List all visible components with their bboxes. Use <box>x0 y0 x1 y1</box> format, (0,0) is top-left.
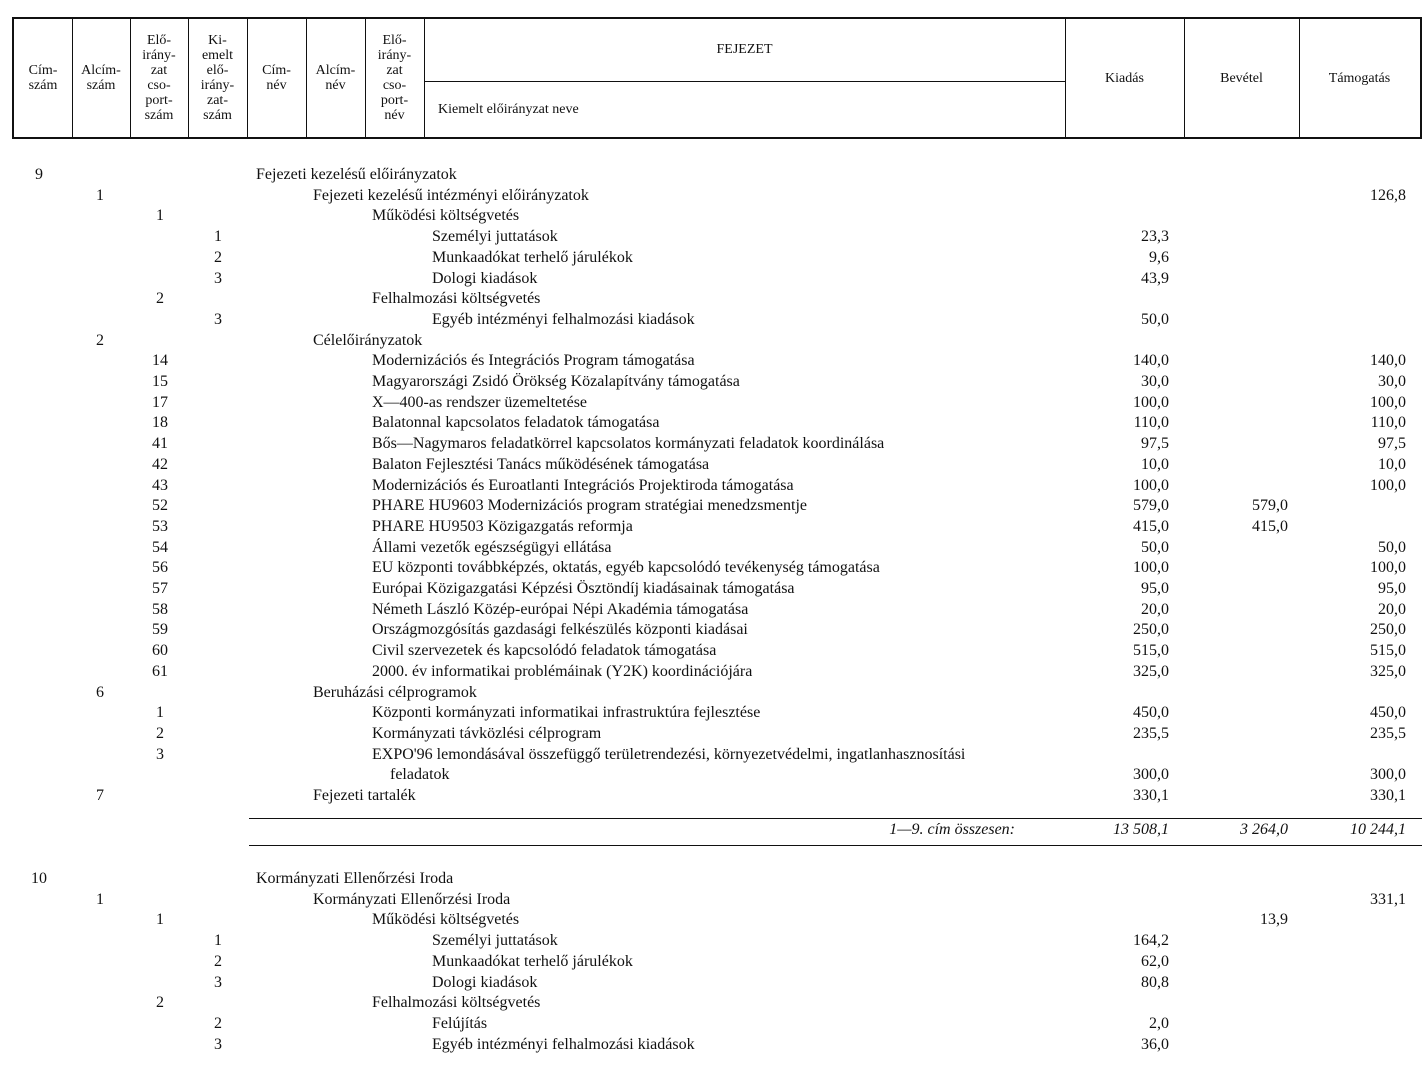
alcim-szam: 1 <box>96 186 104 204</box>
eloiranyzat-csoport-szam: 42 <box>152 455 168 473</box>
row-name: Munkaadókat terhelő járulékok <box>432 248 633 266</box>
table-row <box>0 723 1428 744</box>
row-name: Bős—Nagymaros feladatkörrel kapcsolatos kormányzati feladatok koordinálása <box>372 435 885 453</box>
row-name: Németh László Közép-európai Népi Akadémia támogatása <box>372 600 749 618</box>
eloiranyzat-csoport-szam: 2 <box>156 290 164 308</box>
kiadas-value: 164,2 <box>1133 932 1169 950</box>
row-name: Kormányzati távközlési célprogram <box>372 724 602 742</box>
row-name: Személyi juttatások <box>432 228 558 246</box>
table-row <box>0 682 1428 703</box>
header-line: Elő- <box>146 33 172 48</box>
table-header <box>12 17 1422 139</box>
cim-szam: 9 <box>35 166 43 183</box>
header-cimszam-line: szám <box>28 78 58 93</box>
header-line: cso- <box>147 78 171 93</box>
header-line: név <box>325 78 346 93</box>
header-line: emelt <box>201 48 234 63</box>
kiadas-value: 95,0 <box>1141 580 1169 597</box>
header-line: irány- <box>377 48 412 63</box>
tamogatas-value: 126,8 <box>1370 186 1406 204</box>
row-name: Személyi juttatások <box>432 932 558 950</box>
kiadas-value: 110,0 <box>1133 414 1169 432</box>
table-row <box>0 640 1428 661</box>
eloiranyzat-csoport-szam: 2 <box>156 994 164 1012</box>
table-row <box>0 744 1428 765</box>
kiadas-value: 97,5 <box>1141 435 1169 453</box>
header-cimnev <box>247 19 307 137</box>
bevetel-value: 13,9 <box>1260 911 1288 929</box>
row-name: Egyéb intézményi felhalmozási kiadások <box>432 1035 695 1053</box>
tamogatas-value: 100,0 <box>1370 393 1406 411</box>
kiadas-value: 100,0 <box>1133 393 1169 411</box>
table-row <box>0 205 1428 226</box>
header-line: port- <box>380 93 409 108</box>
eloiranyzat-csoport-szam: 18 <box>152 414 168 432</box>
row-name: Beruházási célprogramok <box>313 683 477 701</box>
tamogatas-value: 300,0 <box>1370 766 1406 784</box>
alcim-szam: 1 <box>96 890 104 908</box>
tamogatas-value: 100,0 <box>1370 559 1406 577</box>
kiemelt-eloiranyzat-szam: 2 <box>214 248 222 266</box>
kiadas-value: 450,0 <box>1133 704 1169 722</box>
row-name: Modernizációs és Integrációs Program támogatása <box>372 352 695 370</box>
kiadas-value: 30,0 <box>1141 373 1169 390</box>
header-line: port- <box>145 93 173 108</box>
row-name: Fejezeti kezelésű előirányzatok <box>256 166 457 183</box>
header-alcimszam <box>72 19 131 137</box>
header-alcimszam-line: Alcím- <box>81 63 121 78</box>
row-name: Fejezeti tartalék <box>313 787 416 804</box>
row-name: EU központi továbbképzés, oktatás, egyéb kapcsolódó tevékenység támogatása <box>372 559 880 577</box>
table-row <box>0 785 1428 806</box>
row-name: Kormányzati Ellenőrzési Iroda <box>256 870 454 887</box>
eloiranyzat-csoport-szam: 58 <box>152 600 168 618</box>
header-tamogatas <box>1299 19 1420 137</box>
tamogatas-value: 330,1 <box>1370 787 1406 804</box>
table-row <box>0 764 1428 785</box>
kiemelt-eloiranyzat-szam: 3 <box>214 1035 222 1053</box>
row-name: Balaton Fejlesztési Tanács működésének támogatása <box>372 455 710 473</box>
header-eloiranyzat-csoportszam <box>130 19 189 137</box>
kiadas-value: 325,0 <box>1133 662 1169 680</box>
kiadas-value: 100,0 <box>1133 559 1169 577</box>
header-line: szám <box>144 108 174 123</box>
eloiranyzat-csoport-szam: 15 <box>152 373 168 390</box>
header-line: szám <box>203 108 232 123</box>
tamogatas-value: 30,0 <box>1378 373 1406 390</box>
bevetel-value: 415,0 <box>1252 517 1288 535</box>
row-name: Felhalmozási költségvetés <box>372 994 541 1012</box>
tamogatas-value: 20,0 <box>1378 600 1406 618</box>
eloiranyzat-csoport-szam: 41 <box>152 435 168 453</box>
kiadas-value: 43,9 <box>1141 269 1169 287</box>
table-row <box>0 309 1428 330</box>
kiadas-value: 23,3 <box>1141 228 1169 246</box>
row-name: Magyarországi Zsidó Örökség Közalapítvány támogatása <box>372 373 740 390</box>
eloiranyzat-csoport-szam: 14 <box>152 352 168 370</box>
tamogatas-value: 110,0 <box>1370 414 1406 432</box>
tamogatas-value: 325,0 <box>1370 662 1406 680</box>
kiadas-value: 515,0 <box>1133 642 1169 660</box>
header-kiadas <box>1065 19 1185 137</box>
row-name: Munkaadókat terhelő járulékok <box>432 952 633 970</box>
eloiranyzat-csoport-szam: 3 <box>156 745 164 763</box>
kiadas-value: 100,0 <box>1133 476 1169 494</box>
header-tamogatas-label: Támogatás <box>1328 70 1391 86</box>
row-name: Fejezeti kezelésű intézményi előirányzatok <box>313 186 589 204</box>
table-row <box>0 537 1428 558</box>
eloiranyzat-csoport-szam: 61 <box>152 662 168 680</box>
kiadas-value: 62,0 <box>1141 952 1169 970</box>
kiadas-value: 36,0 <box>1141 1035 1169 1053</box>
table-row <box>0 164 1428 185</box>
row-name: Felújítás <box>432 1014 488 1032</box>
tamogatas-value: 10,0 <box>1378 455 1406 473</box>
alcim-szam: 7 <box>96 787 104 804</box>
kiadas-value: 330,1 <box>1133 787 1169 804</box>
tamogatas-value: 50,0 <box>1378 538 1406 556</box>
table-row <box>0 226 1428 247</box>
row-name: Egyéb intézményi felhalmozási kiadások <box>432 310 695 328</box>
alcim-szam: 2 <box>96 331 104 349</box>
table-row <box>0 599 1428 620</box>
table-row <box>0 330 1428 351</box>
table-row <box>0 992 1428 1013</box>
header-bevetel <box>1184 19 1300 137</box>
kiemelt-eloiranyzat-szam: 1 <box>214 228 222 246</box>
table-row <box>0 868 1428 889</box>
table-row <box>0 557 1428 578</box>
row-name: Civil szervezetek és kapcsolódó feladatok támogatása <box>372 642 717 660</box>
row-name: 2000. év informatikai problémáinak (Y2K) koordinációjára <box>372 662 753 680</box>
table-row <box>0 433 1428 454</box>
row-name: feladatok <box>390 766 450 784</box>
kiadas-value: 20,0 <box>1141 600 1169 618</box>
table-row <box>0 392 1428 413</box>
kiemelt-eloiranyzat-szam: 1 <box>214 932 222 950</box>
row-name: Működési költségvetés <box>372 207 520 225</box>
bevetel-value: 579,0 <box>1252 497 1288 515</box>
header-line: név <box>384 108 405 123</box>
kiadas-value: 80,8 <box>1141 973 1169 991</box>
row-name: Európai Közigazgatási Képzési Ösztöndíj kiadásainak támogatása <box>372 580 795 597</box>
kiemelt-eloiranyzat-szam: 3 <box>214 310 222 328</box>
row-name: Kormányzati Ellenőrzési Iroda <box>313 890 511 908</box>
kiadas-value: 50,0 <box>1141 310 1169 328</box>
eloiranyzat-csoport-szam: 60 <box>152 642 168 660</box>
header-eloiranyzat-csoportnev <box>365 19 425 137</box>
kiadas-value: 9,6 <box>1149 248 1169 266</box>
kiemelt-eloiranyzat-szam: 3 <box>214 973 222 991</box>
header-alcimnev <box>306 19 366 137</box>
kiadas-value: 235,5 <box>1133 724 1169 742</box>
header-line: cso- <box>382 78 407 93</box>
eloiranyzat-csoport-szam: 59 <box>152 621 168 639</box>
kiadas-value: 415,0 <box>1133 517 1169 535</box>
table-row <box>0 454 1428 475</box>
tamogatas-value: 140,0 <box>1370 352 1406 370</box>
kiemelt-eloiranyzat-szam: 3 <box>214 269 222 287</box>
row-name: X—400-as rendszer üzemeltetése <box>372 393 588 411</box>
header-line: elő- <box>206 63 229 78</box>
header-fejezet-title: FEJEZET <box>424 19 1065 82</box>
header-cimszam-line: Cím- <box>28 63 58 78</box>
table-row <box>0 889 1428 910</box>
table-row <box>0 371 1428 392</box>
header-kiadas-label: Kiadás <box>1105 70 1144 86</box>
tamogatas-value: 450,0 <box>1370 704 1406 722</box>
kiadas-value: 2,0 <box>1149 1014 1169 1032</box>
total-separator <box>249 845 1422 846</box>
tamogatas-value: 100,0 <box>1370 476 1406 494</box>
header-line: zat <box>386 63 403 78</box>
header-kiemelt-eloiranyzat-szam <box>188 19 248 137</box>
tamogatas-value: 331,1 <box>1370 890 1406 908</box>
total-bevetel: 3 264,0 <box>1240 821 1288 838</box>
eloiranyzat-csoport-szam: 2 <box>156 724 164 742</box>
kiemelt-eloiranyzat-szam: 2 <box>214 1014 222 1032</box>
cim-szam: 10 <box>31 870 47 887</box>
table-row <box>0 930 1428 951</box>
total-tamogatas: 10 244,1 <box>1350 821 1406 838</box>
row-name: Célelőirányzatok <box>313 331 423 349</box>
header-line: név <box>266 78 287 93</box>
eloiranyzat-csoport-szam: 1 <box>156 207 164 225</box>
header-line: Ki- <box>208 33 227 48</box>
table-row <box>0 288 1428 309</box>
row-name: Állami vezetők egészségügyi ellátása <box>372 538 612 556</box>
table-row <box>0 578 1428 599</box>
eloiranyzat-csoport-szam: 1 <box>156 911 164 929</box>
eloiranyzat-csoport-szam: 57 <box>152 580 168 597</box>
row-name: Központi kormányzati informatikai infrastruktúra fejlesztése <box>372 704 761 722</box>
kiadas-value: 50,0 <box>1141 538 1169 556</box>
table-row <box>0 495 1428 516</box>
table-row <box>0 350 1428 371</box>
eloiranyzat-csoport-szam: 54 <box>152 538 168 556</box>
header-line: Elő- <box>382 33 407 48</box>
eloiranyzat-csoport-szam: 1 <box>156 704 164 722</box>
total-row <box>0 819 1428 840</box>
table-row <box>0 951 1428 972</box>
table-row <box>0 661 1428 682</box>
table-row <box>0 185 1428 206</box>
header-fejezet <box>424 19 1066 137</box>
eloiranyzat-csoport-szam: 53 <box>152 517 168 535</box>
header-line: Cím- <box>262 63 291 78</box>
table-row <box>0 619 1428 640</box>
row-name: Országmozgósítás gazdasági felkészülés központi kiadásai <box>372 621 748 639</box>
row-name: PHARE HU9503 Közigazgatás reformja <box>372 517 633 535</box>
eloiranyzat-csoport-szam: 43 <box>152 476 168 494</box>
kiadas-value: 10,0 <box>1141 455 1169 473</box>
tamogatas-value: 95,0 <box>1378 580 1406 597</box>
row-name: Felhalmozási költségvetés <box>372 290 541 308</box>
kiadas-value: 250,0 <box>1133 621 1169 639</box>
header-line: Alcím- <box>315 63 356 78</box>
tamogatas-value: 235,5 <box>1370 724 1406 742</box>
eloiranyzat-csoport-szam: 17 <box>152 393 168 411</box>
total-kiadas: 13 508,1 <box>1113 821 1169 838</box>
tamogatas-value: 250,0 <box>1370 621 1406 639</box>
table-row <box>0 1013 1428 1034</box>
eloiranyzat-csoport-szam: 52 <box>152 497 168 515</box>
kiadas-value: 140,0 <box>1133 352 1169 370</box>
eloiranyzat-csoport-szam: 56 <box>152 559 168 577</box>
header-line: zat <box>150 63 168 78</box>
table-row <box>0 909 1428 930</box>
header-bevetel-label: Bevétel <box>1220 70 1263 86</box>
header-kiemelt-nev: Kiemelt előirányzat neve <box>438 102 579 117</box>
row-name: Balatonnal kapcsolatos feladatok támogatása <box>372 414 660 432</box>
kiadas-value: 579,0 <box>1133 497 1169 515</box>
kiadas-value: 300,0 <box>1133 766 1169 784</box>
row-name: Dologi kiadások <box>432 269 538 287</box>
kiemelt-eloiranyzat-szam: 2 <box>214 952 222 970</box>
tamogatas-value: 515,0 <box>1370 642 1406 660</box>
table-row <box>0 1034 1428 1055</box>
table-row <box>0 516 1428 537</box>
table-row <box>0 972 1428 993</box>
row-name: Működési költségvetés <box>372 911 520 929</box>
total-label: 1—9. cím összesen: <box>889 821 1015 838</box>
tamogatas-value: 97,5 <box>1378 435 1406 453</box>
row-name: Dologi kiadások <box>432 973 538 991</box>
header-line: zat- <box>207 93 228 108</box>
alcim-szam: 6 <box>96 683 104 701</box>
header-line: irány- <box>200 78 235 93</box>
header-cimszam <box>14 19 73 137</box>
header-alcimszam-line: szám <box>86 78 116 93</box>
table-row <box>0 247 1428 268</box>
header-line: irány- <box>142 48 176 63</box>
table-row <box>0 412 1428 433</box>
row-name: PHARE HU9603 Modernizációs program stratégiai menedzsmentje <box>372 497 807 515</box>
table-row <box>0 702 1428 723</box>
row-name: EXPO'96 lemondásával összefüggő területrendezési, környezetvédelmi, ingatlanhasznosítási <box>372 745 966 763</box>
table-row <box>0 268 1428 289</box>
row-name: Modernizációs és Euroatlanti Integrációs Projektiroda támogatása <box>372 476 794 494</box>
table-row <box>0 475 1428 496</box>
